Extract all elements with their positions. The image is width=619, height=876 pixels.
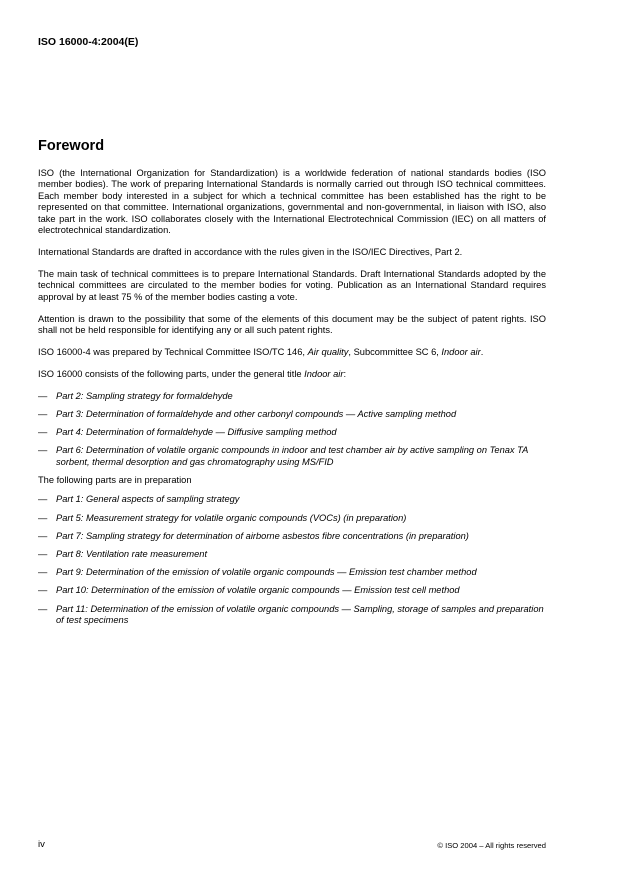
- paragraph-prepared-by: ISO 16000-4 was prepared by Technical Committee ISO/TC 146, Air quality, Subcommittee SC 6, Indoor air.: [38, 346, 484, 357]
- list-dash: —: [38, 512, 48, 523]
- page-number: iv: [38, 839, 45, 850]
- list-dash: —: [38, 548, 48, 559]
- list-item: — Part 1: General aspects of sampling strategy: [38, 494, 240, 505]
- list-dash: —: [38, 567, 48, 578]
- section-title: Foreword: [38, 138, 105, 154]
- list-item: — Part 10: Determination of the emission of volatile organic compounds — Emission test cell method: [38, 585, 460, 596]
- list-item: — Part 5: Measurement strategy for volatile organic compounds (VOCs) (in preparation): [38, 512, 407, 523]
- list-item: — Part 2: Sampling strategy for formaldehyde: [38, 390, 233, 401]
- list-item: — Part 4: Determination of formaldehyde — Diffusive sampling method: [38, 427, 337, 438]
- list-item: — Part 11: Determination of the emission of volatile organic compounds — Sampling, storage of samples and preparation of test specimens: [38, 603, 544, 625]
- list-dash: —: [38, 445, 48, 456]
- committee-title: Air quality: [307, 346, 349, 357]
- paragraph-parts-intro: ISO 16000 consists of the following parts, under the general title Indoor air:: [38, 368, 347, 379]
- list-dash: —: [38, 427, 48, 438]
- list-item: — Part 7: Sampling strategy for determination of airborne asbestos fibre concentrations (in preparation): [38, 530, 469, 541]
- document-id-header: ISO 16000-4:2004(E): [38, 36, 139, 48]
- paragraph-in-preparation: The following parts are in preparation: [38, 474, 192, 485]
- list-dash: —: [38, 390, 48, 401]
- paragraph-patent-rights: Attention is drawn to the possibility that some of the elements of this document may be the subject of patent rights. ISO shall not be held responsible for identifying any or all such patent rights.: [38, 313, 546, 335]
- list-dash: —: [38, 603, 48, 614]
- paragraph-iso-intro: ISO (the International Organization for Standardization) is a worldwide federation of national standards bodies (ISO member bodies). The work of preparing International Standards is normally carried out through ISO technical committees. Each member body interested in a subject for which a technical committee has been established has the right to be represented on that committee. International organizations, governmental and non-governmental, in liaison with ISO, also take part in the work. ISO collaborates closely with the International Electrotechnical Commission (IEC) on all matters of electrotechnical standardization.: [38, 168, 546, 236]
- copyright-notice: © ISO 2004 – All rights reserved: [437, 841, 546, 850]
- list-item: — Part 3: Determination of formaldehyde and other carbonyl compounds — Active sampling method: [38, 408, 457, 419]
- paragraph-main-task: The main task of technical committees is to prepare International Standards. Draft International Standards adopted by the technical committees are circulated to the member bodies for voting. Publication as an International Standard requires approval by at least 75 % of the member bodies casting a vote.: [38, 268, 546, 302]
- list-dash: —: [38, 585, 48, 596]
- preparation-parts-list: [38, 494, 546, 626]
- list-item: — Part 8: Ventilation rate measurement: [38, 548, 208, 559]
- list-item: — Part 9: Determination of the emission of volatile organic compounds — Emission test chamber method: [38, 567, 477, 578]
- list-dash: —: [38, 530, 48, 541]
- general-title: Indoor air: [304, 368, 344, 379]
- list-dash: —: [38, 494, 48, 505]
- subcommittee-title: Indoor air: [441, 346, 481, 357]
- list-dash: —: [38, 408, 48, 419]
- list-item: — Part 6: Determination of volatile organic compounds in indoor and test chamber air by active sampling on Tenax TA sorbent, thermal desorption and gas chromatography using MS/FID: [38, 445, 528, 467]
- foreword-body: [38, 168, 546, 633]
- published-parts-list: [38, 391, 546, 468]
- paragraph-directives: International Standards are drafted in accordance with the rules given in the ISO/IEC Directives, Part 2.: [38, 246, 463, 257]
